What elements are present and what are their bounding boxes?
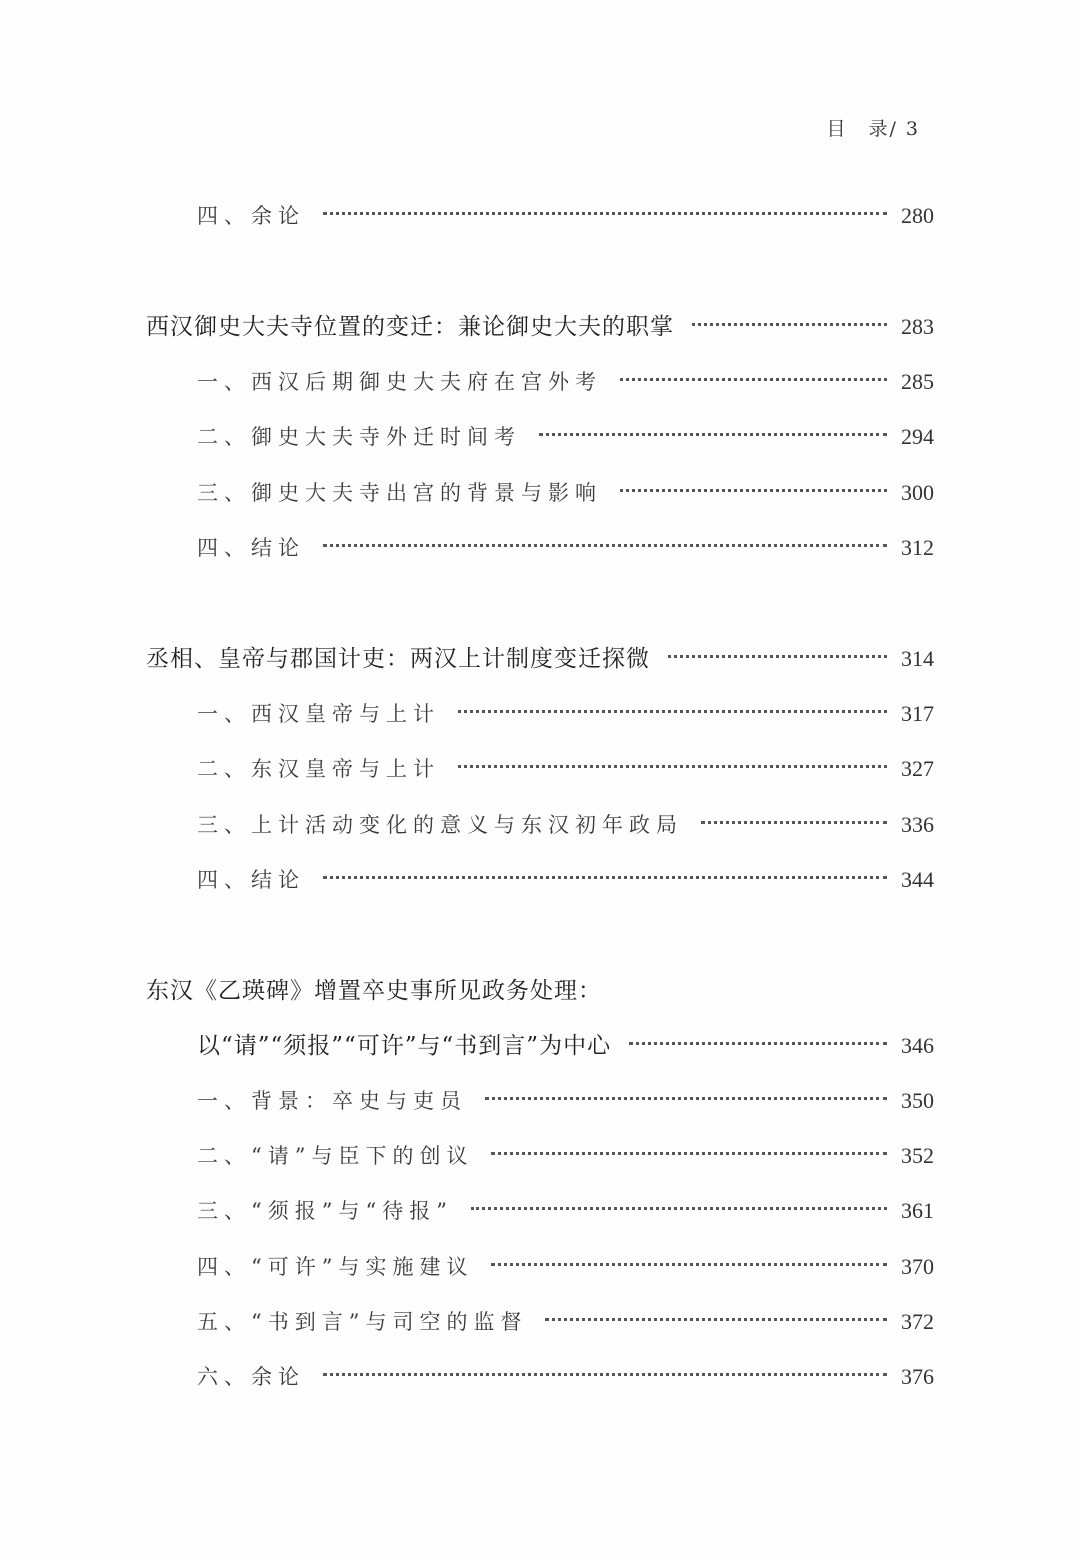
toc-entry-title: 四、“可许”与实施建议	[197, 1255, 474, 1279]
toc-entry-title: 三、御史大夫寺出宫的背景与影响	[197, 481, 602, 505]
dot-leader	[491, 1152, 887, 1155]
toc-entry-title: 一、背景：卒史与吏员	[197, 1089, 467, 1113]
toc-entry-title: 二、御史大夫寺外迁时间考	[197, 425, 521, 449]
toc-entry	[197, 1139, 934, 1173]
toc-chapter	[146, 642, 934, 676]
toc-chapter-title: 丞相、皇帝与郡国计吏：两汉上计制度变迁探微	[146, 646, 650, 672]
toc-entry	[197, 752, 934, 786]
toc-entry-page: 344	[901, 867, 934, 892]
toc-entry-title: 三、“须报”与“待报”	[197, 1199, 453, 1223]
toc-entry-page: 317	[901, 701, 934, 726]
dot-leader	[491, 1263, 887, 1266]
toc-entry-title: 四、余论	[197, 204, 305, 228]
toc-entry-page: 300	[901, 480, 934, 505]
toc-entry-page: 372	[901, 1309, 934, 1334]
dot-leader	[323, 544, 887, 547]
toc-entry	[197, 1084, 934, 1118]
dot-leader	[458, 710, 887, 713]
toc-entry	[197, 863, 934, 897]
dot-leader	[701, 821, 887, 824]
toc-entry-title: 二、东汉皇帝与上计	[197, 757, 440, 781]
toc-entry	[197, 1194, 934, 1228]
toc-entry-page: 327	[901, 756, 934, 781]
toc-entry	[197, 697, 934, 731]
toc-entry	[197, 1360, 934, 1394]
toc-entry	[197, 1250, 934, 1284]
toc-entry-page: 280	[901, 203, 934, 228]
toc-chapter-title-line2: 以“请”“须报”“可许”与“书到言”为中心	[197, 1033, 612, 1059]
toc-entry-title: 二、“请”与臣下的创议	[197, 1144, 474, 1168]
dot-leader	[620, 489, 887, 492]
toc-entry-page: 370	[901, 1254, 934, 1279]
toc-entry-page: 376	[901, 1364, 934, 1389]
dot-leader	[471, 1207, 887, 1210]
toc-entry-title: 四、结论	[197, 536, 305, 560]
toc-entry-title: 五、“书到言”与司空的监督	[197, 1310, 528, 1334]
toc-chapter-title: 西汉御史大夫寺位置的变迁：兼论御史大夫的职掌	[146, 314, 674, 340]
dot-leader	[692, 323, 887, 326]
toc-entry	[197, 808, 934, 842]
toc-entry-page: 285	[901, 369, 934, 394]
toc-entry-page: 336	[901, 812, 934, 837]
toc-entry	[197, 476, 934, 510]
toc-entry-title: 三、上计活动变化的意义与东汉初年政局	[197, 813, 683, 837]
toc-chapter-page: 283	[901, 314, 934, 339]
toc-entry-page: 361	[901, 1198, 934, 1223]
toc-chapter-page: 314	[901, 646, 934, 671]
dot-leader	[668, 655, 887, 658]
toc-chapter-title-line1: 东汉《乙瑛碑》增置卒史事所见政务处理：	[146, 978, 602, 1004]
toc-entry	[197, 531, 934, 565]
toc-entry-title: 一、西汉后期御史大夫府在宫外考	[197, 370, 602, 394]
dot-leader	[545, 1318, 887, 1321]
toc-entry-page: 294	[901, 424, 934, 449]
dot-leader	[323, 212, 887, 215]
toc-entry-title: 六、余论	[197, 1365, 305, 1389]
toc-chapter	[197, 1029, 934, 1063]
dot-leader	[323, 876, 887, 879]
toc-entry-page: 350	[901, 1088, 934, 1113]
toc-entry	[197, 365, 934, 399]
toc-entry	[197, 420, 934, 454]
toc-chapter	[146, 310, 934, 344]
toc-entry-title: 四、结论	[197, 868, 305, 892]
toc-entry	[197, 199, 934, 233]
dot-leader	[485, 1097, 887, 1100]
dot-leader	[629, 1042, 887, 1045]
dot-leader	[539, 433, 887, 436]
dot-leader	[323, 1373, 887, 1376]
dot-leader	[458, 765, 887, 768]
toc-entry-page: 352	[901, 1143, 934, 1168]
toc-entry-page: 312	[901, 535, 934, 560]
toc-chapter-page: 346	[901, 1033, 934, 1058]
running-head: 目 录/ 3	[826, 118, 920, 140]
toc-entry-title: 一、西汉皇帝与上计	[197, 702, 440, 726]
toc-entry	[197, 1305, 934, 1339]
dot-leader	[620, 378, 887, 381]
